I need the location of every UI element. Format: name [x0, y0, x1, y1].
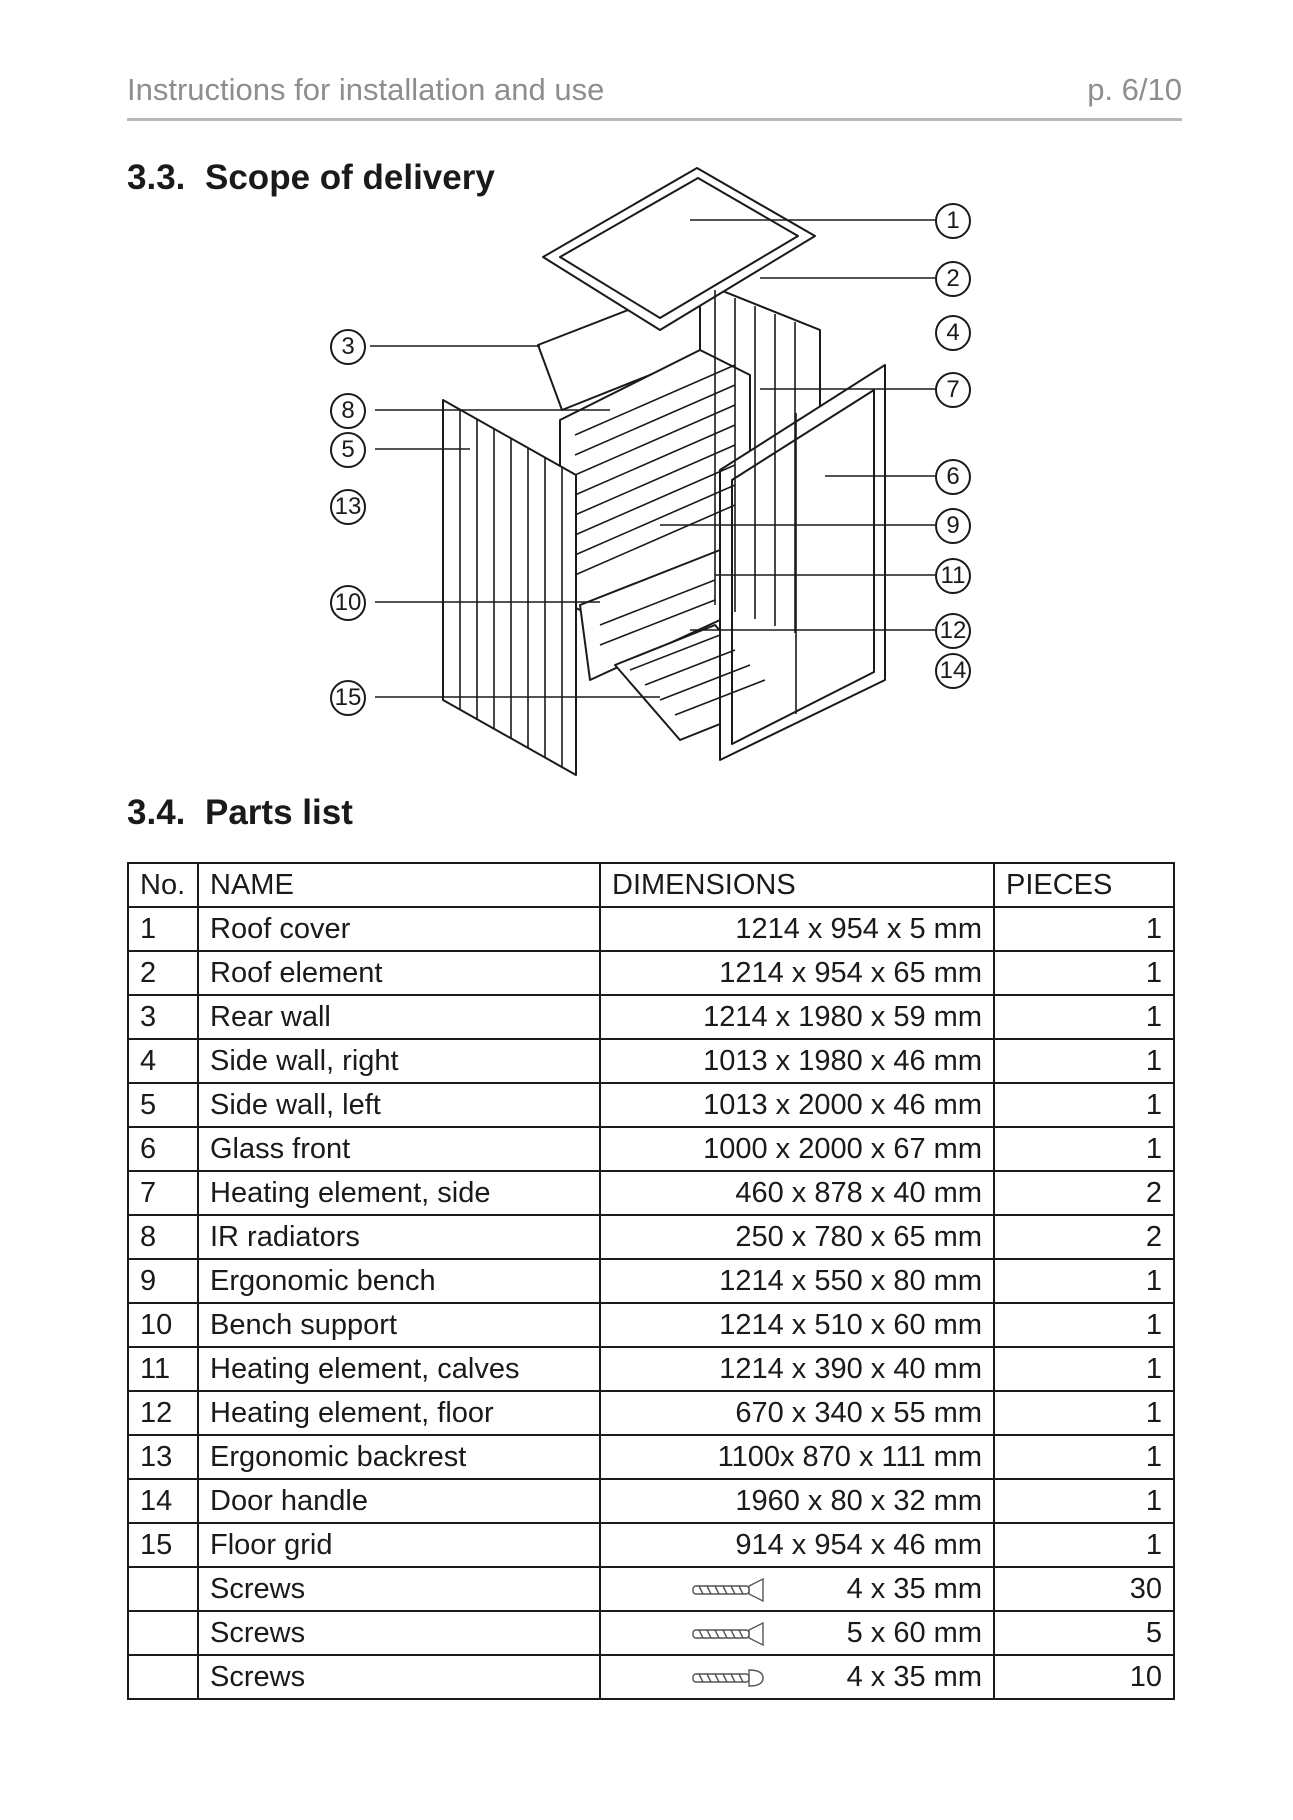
- cell-name-text: IR radiators: [210, 1220, 360, 1253]
- pan-head-screw-icon: [691, 1665, 771, 1698]
- cell-name: [198, 1391, 600, 1435]
- column-header-pieces: PIECES: [994, 863, 1174, 907]
- cell-name-text: Roof cover: [210, 912, 351, 945]
- cell-no: [128, 1567, 198, 1611]
- cell-name: [198, 1567, 600, 1611]
- cell-dimensions-text: 1013 x 1980 x 46 mm: [703, 1044, 982, 1077]
- cell-pieces: [994, 1611, 1174, 1655]
- cell-dimensions: [600, 1039, 994, 1083]
- callout-13: 13: [330, 489, 366, 525]
- cell-dimensions-text: 460 x 878 x 40 mm: [735, 1176, 982, 1209]
- callout-1: 1: [935, 203, 971, 239]
- cell-dimensions-text: 1214 x 954 x 5 mm: [735, 912, 982, 945]
- page-number: p. 6/10: [1087, 72, 1182, 107]
- cell-pieces: [994, 1655, 1174, 1699]
- cell-no-text: 4: [140, 1044, 157, 1077]
- cell-no: [128, 1171, 198, 1215]
- cell-name-text: Door handle: [210, 1484, 368, 1517]
- cell-name-text: Screws: [210, 1572, 306, 1605]
- cell-no: [128, 1655, 198, 1699]
- cell-no: [128, 1611, 198, 1655]
- cell-pieces: [994, 1391, 1174, 1435]
- cell-pieces: [994, 1259, 1174, 1303]
- cell-pieces-text: 1: [1145, 1044, 1162, 1077]
- table-row: [128, 1523, 1174, 1567]
- table-row: [128, 1479, 1174, 1523]
- cell-pieces: [994, 1171, 1174, 1215]
- cell-pieces-text: 1: [1145, 1352, 1162, 1385]
- cell-name: [198, 1127, 600, 1171]
- cell-dimensions: [600, 1611, 994, 1655]
- section-title: Scope of delivery: [205, 158, 495, 197]
- cell-no-text: 10: [140, 1308, 173, 1341]
- table-row: [128, 995, 1174, 1039]
- cell-no: [128, 1039, 198, 1083]
- cell-pieces-text: 1: [1145, 1308, 1162, 1341]
- cell-dimensions-text: 4 x 35 mm: [846, 1572, 982, 1605]
- callout-12: 12: [935, 613, 971, 649]
- table-header-row: [128, 863, 1174, 907]
- callout-7: 7: [935, 372, 971, 408]
- cell-pieces: [994, 1479, 1174, 1523]
- cell-no: [128, 1259, 198, 1303]
- callout-11: 11: [935, 558, 971, 594]
- cell-name: [198, 1303, 600, 1347]
- table-row: [128, 951, 1174, 995]
- table-row: [128, 1435, 1174, 1479]
- table-row: [128, 1391, 1174, 1435]
- cell-no-text: 6: [140, 1132, 157, 1165]
- side-wall-left-shape: [443, 400, 576, 775]
- cell-no-text: 9: [140, 1264, 157, 1297]
- cell-name-text: Screws: [210, 1616, 306, 1649]
- cell-dimensions-text: 4 x 35 mm: [846, 1660, 982, 1693]
- cell-dimensions: [600, 995, 994, 1039]
- cell-pieces: [994, 907, 1174, 951]
- callout-3: 3: [330, 329, 366, 365]
- cell-no-text: 2: [140, 956, 157, 989]
- table-row: [128, 1083, 1174, 1127]
- cell-dimensions: [600, 1567, 994, 1611]
- column-header-no: No.: [128, 863, 198, 907]
- cell-pieces: [994, 1083, 1174, 1127]
- cell-name: [198, 1479, 600, 1523]
- cell-name-text: Ergonomic backrest: [210, 1440, 467, 1473]
- cell-name-text: Bench support: [210, 1308, 398, 1341]
- cell-no-text: 15: [140, 1528, 173, 1561]
- cell-dimensions: [600, 951, 994, 995]
- countersunk-screw-icon: [691, 1577, 771, 1610]
- cell-no-text: 12: [140, 1396, 173, 1429]
- cell-dimensions-text: 1214 x 1980 x 59 mm: [703, 1000, 982, 1033]
- cell-dimensions: [600, 1479, 994, 1523]
- cell-name: [198, 1039, 600, 1083]
- cell-pieces-text: 2: [1145, 1220, 1162, 1253]
- cell-dimensions-text: 1214 x 390 x 40 mm: [719, 1352, 982, 1385]
- table-row: [128, 1039, 1174, 1083]
- cell-pieces: [994, 1435, 1174, 1479]
- cell-name-text: Screws: [210, 1660, 306, 1693]
- cell-dimensions: [600, 1391, 994, 1435]
- cell-pieces: [994, 1127, 1174, 1171]
- cell-name: [198, 951, 600, 995]
- section-number: 3.3.: [127, 158, 186, 197]
- cell-no-text: 14: [140, 1484, 173, 1517]
- table-row: [128, 1127, 1174, 1171]
- cell-dimensions: [600, 907, 994, 951]
- cell-no-text: 13: [140, 1440, 173, 1473]
- cell-name: [198, 1215, 600, 1259]
- cell-pieces: [994, 1215, 1174, 1259]
- page-header: [127, 72, 1182, 121]
- cell-dimensions: [600, 1303, 994, 1347]
- cell-pieces: [994, 1523, 1174, 1567]
- cell-no-text: 11: [140, 1352, 171, 1385]
- cell-no: [128, 1391, 198, 1435]
- cell-no-text: 5: [140, 1088, 157, 1121]
- cell-name: [198, 1347, 600, 1391]
- callout-10: 10: [330, 585, 366, 621]
- cell-pieces-text: 1: [1145, 1132, 1162, 1165]
- cell-pieces-text: 1: [1145, 1000, 1162, 1033]
- table-row: [128, 1347, 1174, 1391]
- cell-dimensions-text: 1214 x 550 x 80 mm: [719, 1264, 982, 1297]
- cell-no: [128, 1127, 198, 1171]
- cell-dimensions: [600, 1171, 994, 1215]
- column-header-name: NAME: [198, 863, 600, 907]
- cell-name: [198, 1523, 600, 1567]
- cell-no-text: 8: [140, 1220, 157, 1253]
- cell-no: [128, 1215, 198, 1259]
- cell-dimensions-text: 1000 x 2000 x 67 mm: [703, 1132, 982, 1165]
- cell-dimensions-text: 1100x 870 x 111 mm: [717, 1440, 982, 1473]
- cell-no: [128, 1523, 198, 1567]
- cell-dimensions: [600, 1347, 994, 1391]
- cell-dimensions: [600, 1215, 994, 1259]
- cell-name-text: Floor grid: [210, 1528, 333, 1561]
- cell-name-text: Heating element, calves: [210, 1352, 520, 1385]
- table-row: [128, 1171, 1174, 1215]
- cell-pieces-text: 1: [1145, 956, 1162, 989]
- cell-name-text: Side wall, right: [210, 1044, 399, 1077]
- section-number: 3.4.: [127, 793, 186, 832]
- cell-name: [198, 1171, 600, 1215]
- cell-no: [128, 995, 198, 1039]
- cell-dimensions-text: 914 x 954 x 46 mm: [735, 1528, 982, 1561]
- cell-pieces-text: 1: [1145, 912, 1162, 945]
- cell-dimensions-text: 250 x 780 x 65 mm: [735, 1220, 982, 1253]
- cell-no: [128, 1435, 198, 1479]
- cell-pieces: [994, 1039, 1174, 1083]
- table-row: [128, 1215, 1174, 1259]
- cell-pieces-text: 1: [1145, 1484, 1162, 1517]
- callout-4: 4: [935, 315, 971, 351]
- cell-name-text: Rear wall: [210, 1000, 331, 1033]
- sauna-exploded-diagram: [300, 160, 1000, 780]
- callout-15: 15: [330, 680, 366, 716]
- cell-pieces-text: 1: [1145, 1088, 1162, 1121]
- cell-dimensions-text: 1013 x 2000 x 46 mm: [703, 1088, 982, 1121]
- cell-pieces-text: 1: [1145, 1396, 1162, 1429]
- cell-dimensions: [600, 1655, 994, 1699]
- document-title: Instructions for installation and use: [127, 72, 605, 107]
- cell-pieces-text: 1: [1145, 1264, 1162, 1297]
- callout-8: 8: [330, 393, 366, 429]
- cell-no: [128, 951, 198, 995]
- cell-dimensions-text: 670 x 340 x 55 mm: [735, 1396, 982, 1429]
- cell-dimensions: [600, 1435, 994, 1479]
- cell-pieces: [994, 995, 1174, 1039]
- cell-dimensions-text: 1214 x 510 x 60 mm: [719, 1308, 982, 1341]
- cell-name-text: Ergonomic bench: [210, 1264, 436, 1297]
- cell-pieces-text: 5: [1145, 1616, 1162, 1649]
- cell-name-text: Roof element: [210, 956, 383, 989]
- cell-dimensions-text: 5 x 60 mm: [846, 1616, 982, 1649]
- callout-14: 14: [935, 653, 971, 689]
- cell-pieces: [994, 951, 1174, 995]
- countersunk-screw-icon: [691, 1621, 771, 1654]
- cell-pieces-text: 30: [1129, 1572, 1162, 1605]
- cell-name: [198, 1083, 600, 1127]
- table-row: [128, 1655, 1174, 1699]
- table-row: [128, 1611, 1174, 1655]
- table-row: [128, 1259, 1174, 1303]
- cell-pieces: [994, 1567, 1174, 1611]
- cell-pieces-text: 1: [1145, 1440, 1162, 1473]
- cell-dimensions-text: 1214 x 954 x 65 mm: [719, 956, 982, 989]
- cell-name-text: Heating element, side: [210, 1176, 491, 1209]
- table-row: [128, 907, 1174, 951]
- column-header-dimensions: DIMENSIONS: [600, 863, 994, 907]
- callout-5: 5: [330, 432, 366, 468]
- cell-name-text: Heating element, floor: [210, 1396, 494, 1429]
- cell-name: [198, 1259, 600, 1303]
- cell-no: [128, 1347, 198, 1391]
- section-heading-parts: [127, 793, 353, 833]
- cell-pieces: [994, 1303, 1174, 1347]
- parts-list-table: [127, 862, 1175, 1700]
- cell-no-text: 3: [140, 1000, 157, 1033]
- cell-pieces: [994, 1347, 1174, 1391]
- callout-9: 9: [935, 508, 971, 544]
- cell-name: [198, 1655, 600, 1699]
- cell-dimensions: [600, 1523, 994, 1567]
- cell-dimensions-text: 1960 x 80 x 32 mm: [735, 1484, 982, 1517]
- cell-name: [198, 995, 600, 1039]
- cell-no: [128, 907, 198, 951]
- cell-no-text: 7: [140, 1176, 157, 1209]
- table-row: [128, 1567, 1174, 1611]
- section-title: Parts list: [205, 793, 353, 832]
- cell-no: [128, 1479, 198, 1523]
- table-row: [128, 1303, 1174, 1347]
- cell-dimensions: [600, 1259, 994, 1303]
- cell-pieces-text: 2: [1145, 1176, 1162, 1209]
- cell-dimensions: [600, 1083, 994, 1127]
- cell-name-text: Glass front: [210, 1132, 351, 1165]
- cell-name: [198, 1435, 600, 1479]
- callout-2: 2: [935, 261, 971, 297]
- cell-dimensions: [600, 1127, 994, 1171]
- cell-pieces-text: 10: [1129, 1660, 1162, 1693]
- cell-no: [128, 1303, 198, 1347]
- cell-name: [198, 1611, 600, 1655]
- cell-no-text: 1: [140, 912, 157, 945]
- cell-name-text: Side wall, left: [210, 1088, 381, 1121]
- cell-name: [198, 907, 600, 951]
- cell-pieces-text: 1: [1145, 1528, 1162, 1561]
- cell-no: [128, 1083, 198, 1127]
- callout-6: 6: [935, 459, 971, 495]
- roof-cover-inner: [560, 178, 798, 318]
